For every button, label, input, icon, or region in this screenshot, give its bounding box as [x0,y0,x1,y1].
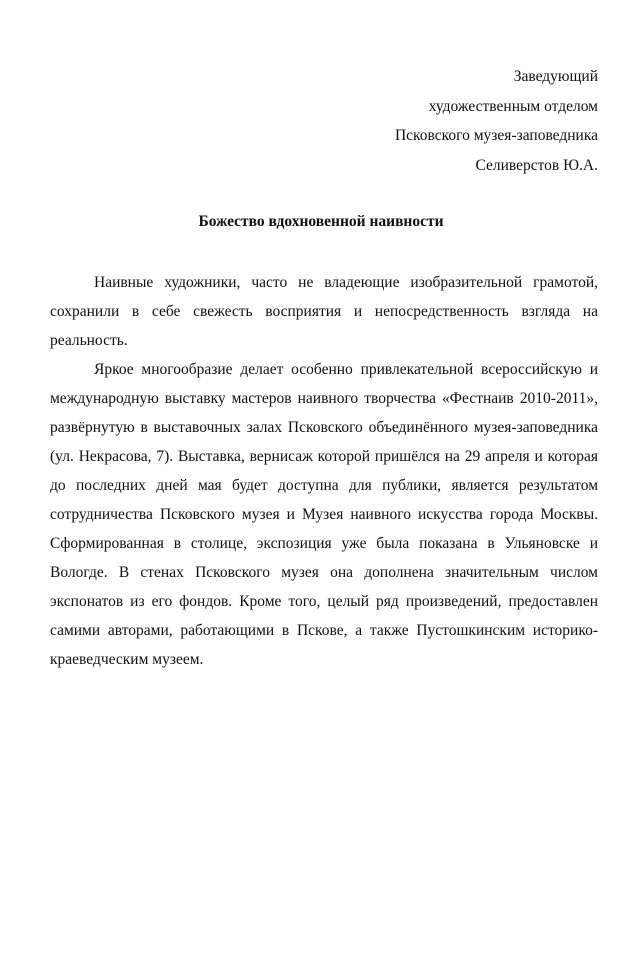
article-body [50,268,598,674]
article-title: Божество вдохновенной наивности [198,213,444,230]
body-paragraph: Яркое многообразие делает особенно привлекательной всероссийскую и международную выставку мастеров наивного творчества «Фестнаив 2010-2011», развёрнутую в выставочных залах Псковского объединённого музея-заповедника (ул. Некрасова, 7). Выставка, вернисаж которой пришёлся на 29 апреля и которая до последних дней мая будет доступна для публики, является результатом сотрудничества Псковского музея и Музея наивного искусства города Москвы. Сформированная в столице, экспозиция уже была показана в Ульяновске и Вологде. В стенах Псковского музея она дополнена значительным числом экспонатов из его фондов. Кроме того, целый ряд произведений, предоставлен самими авторами, работающими в Пскове, а также Пустошкинским историко-краеведческим музеем. [50,361,598,668]
author-signature-block [395,62,598,180]
body-paragraph: Наивные художники, часто не владеющие изобразительной грамотой, сохранили в себе свежесть восприятия и непосредственность взгляда на реальность. [50,274,598,349]
author-position: Заведующий [513,68,598,85]
author-department: художественным отделом [428,97,598,115]
author-organization: Псковского музея-заповедника [394,127,598,144]
author-name: Селиверстов Ю.А. [475,156,598,174]
